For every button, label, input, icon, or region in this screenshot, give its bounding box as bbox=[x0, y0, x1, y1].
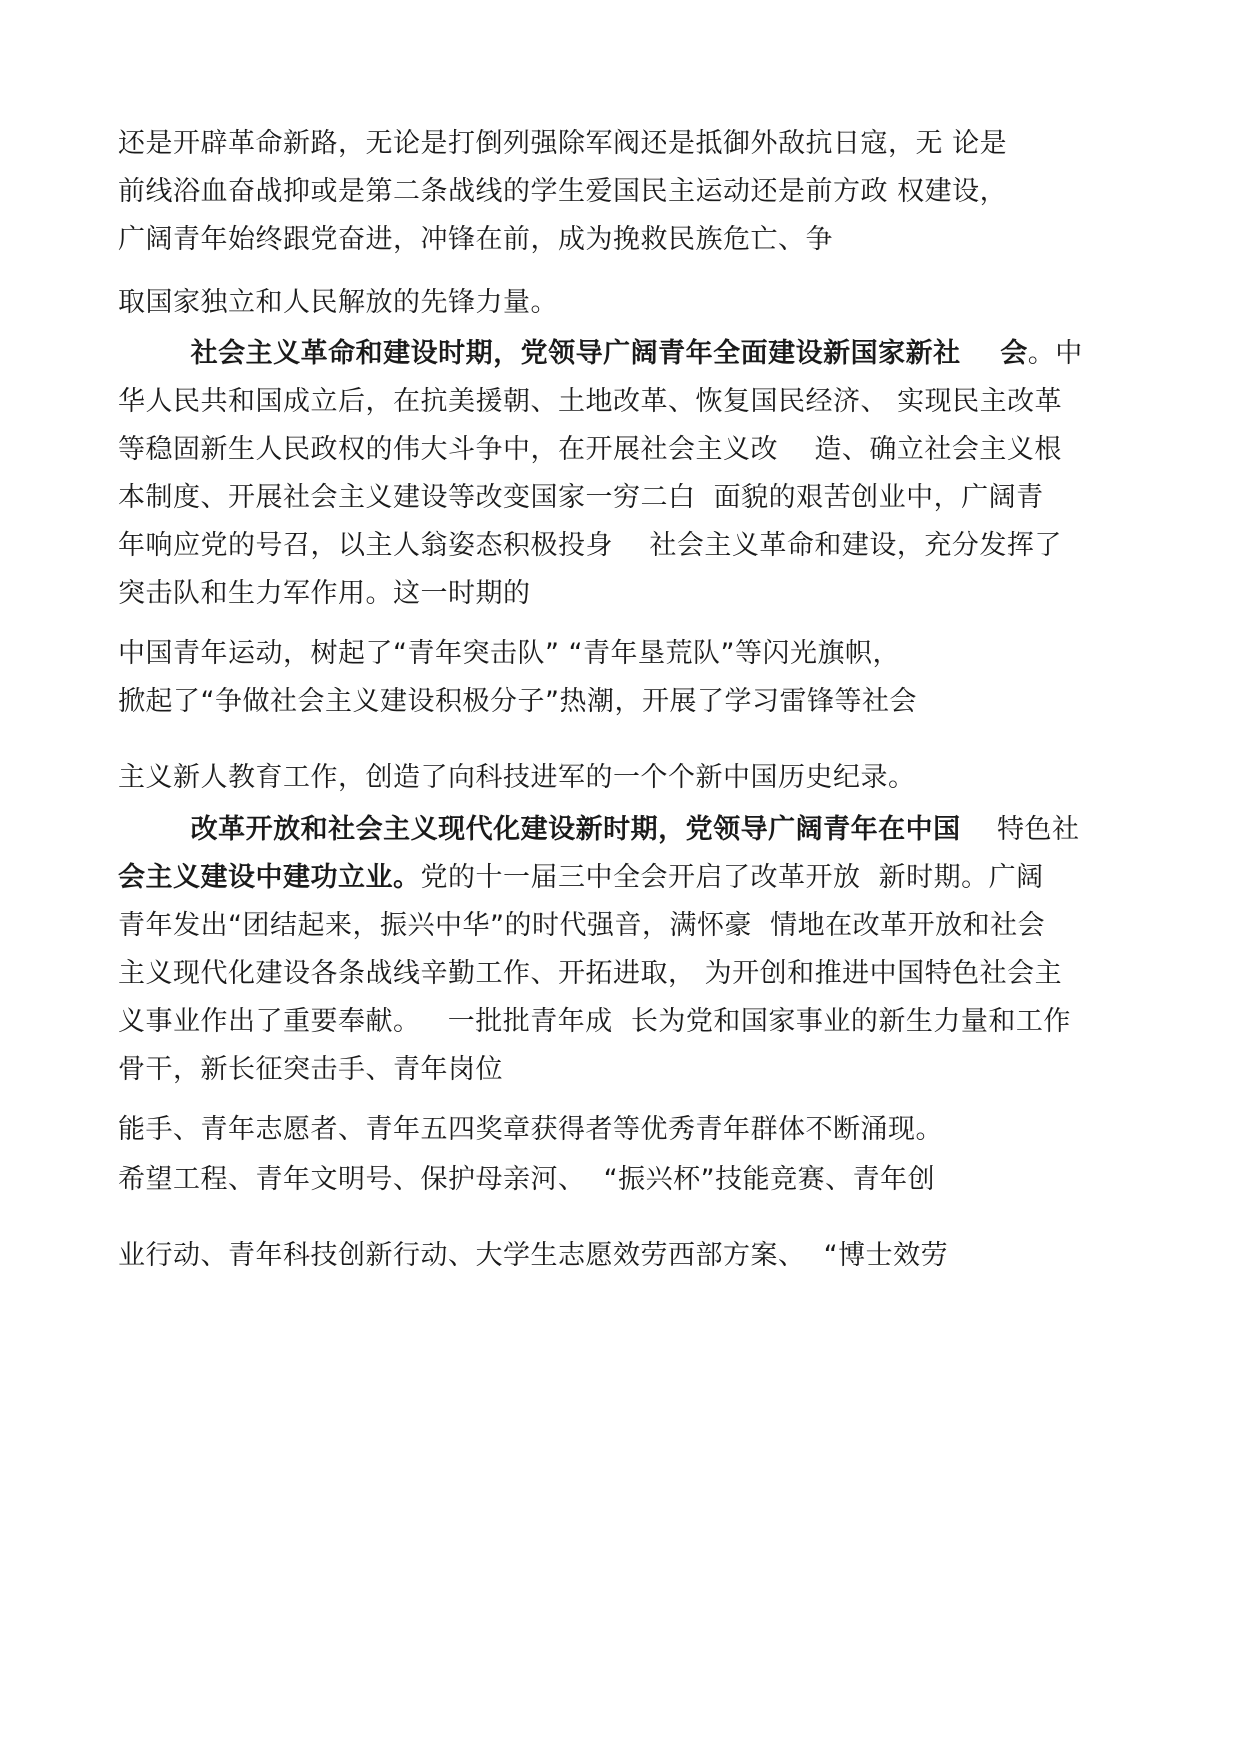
text-line bbox=[118, 760, 1128, 796]
text-line bbox=[118, 384, 1128, 420]
paragraph-text: 党的十一届三中全会开启了改革开放 新时期。广阔 bbox=[420, 862, 1044, 893]
text-line bbox=[118, 1162, 1128, 1198]
paragraph-text: 主义新人教育工作，创造了向科技进军的一个个新中国历史纪录。 bbox=[118, 762, 916, 793]
text-line bbox=[118, 1004, 1128, 1040]
paragraph-text: 义事业作出了重要奉献。 一批批青年成 长为党和国家事业的新生力量和工作 bbox=[118, 1006, 1071, 1037]
bold-heading-text: 社会主义革命和建设时期，党领导广阔青年全面建设新国家新社 会 bbox=[190, 338, 1028, 369]
text-line bbox=[118, 860, 1128, 896]
text-line bbox=[118, 1052, 1128, 1088]
paragraph-text: 本制度、开展社会主义建设等改变国家一穷二白 面貌的艰苦创业中，广阔青 bbox=[118, 482, 1044, 513]
bold-heading-text: 会主义建设中建功立业。 bbox=[118, 862, 421, 893]
paragraph-text: 中国青年运动，树起了“青年突击队” “青年垦荒队”等闪光旗帜， bbox=[118, 638, 901, 669]
paragraph-text: 等稳固新生人民政权的伟大斗争中，在开展社会主义改 造、确立社会主义根 bbox=[118, 434, 1062, 465]
text-line bbox=[118, 1112, 1128, 1148]
text-line bbox=[118, 956, 1128, 992]
text-line bbox=[118, 174, 1128, 210]
text-line bbox=[118, 684, 1128, 720]
text-line bbox=[118, 480, 1128, 516]
text-line bbox=[118, 285, 1128, 321]
text-line bbox=[118, 528, 1128, 564]
paragraph-text: 主义现代化建设各条战线辛勤工作、开拓进取， 为开创和推进中国特色社会主 bbox=[118, 958, 1063, 989]
text-line bbox=[118, 126, 1128, 162]
paragraph-text: 特色社 bbox=[960, 814, 1080, 845]
paragraph-text: 突击队和生力军作用。这一时期的 bbox=[118, 578, 531, 609]
bold-heading-text: 改革开放和社会主义现代化建设新时期，党领导广阔青年在中国 bbox=[190, 814, 961, 845]
paragraph-text: 骨干，新长征突击手、青年岗位 bbox=[118, 1054, 503, 1085]
text-line bbox=[118, 636, 1128, 672]
text-line bbox=[118, 908, 1128, 944]
text-line bbox=[118, 576, 1128, 612]
paragraph-text: 还是开辟革命新路，无论是打倒列强除军阀还是抵御外敌抗日寇，无 论是 bbox=[118, 128, 1008, 159]
text-line bbox=[118, 1238, 1128, 1274]
paragraph-text: 业行动、青年科技创新行动、大学生志愿效劳西部方案、 “博士效劳 bbox=[118, 1240, 949, 1271]
text-line bbox=[118, 222, 1128, 258]
paragraph-text: 广阔青年始终跟党奋进，冲锋在前，成为挽救民族危亡、争 bbox=[118, 224, 833, 255]
text-line bbox=[118, 336, 1128, 372]
text-line bbox=[118, 432, 1128, 468]
paragraph-text: 年响应党的号召，以主人翁姿态积极投身 社会主义革命和建设，充分发挥了 bbox=[118, 530, 1062, 561]
text-line bbox=[118, 812, 1128, 848]
paragraph-text bbox=[118, 338, 191, 369]
paragraph-text: 前线浴血奋战抑或是第二条战线的学生爱国民主运动还是前方政 权建设， bbox=[118, 176, 1008, 207]
paragraph-text: 希望工程、青年文明号、保护母亲河、 “振兴杯”技能竞赛、青年创 bbox=[118, 1164, 936, 1195]
paragraph-text: 华人民共和国成立后，在抗美援朝、土地改革、恢复国民经济、 实现民主改革 bbox=[118, 386, 1063, 417]
paragraph-text bbox=[118, 814, 191, 845]
paragraph-text: 青年发出“团结起来，振兴中华”的时代强音，满怀豪 情地在改革开放和社会 bbox=[118, 910, 1046, 941]
paragraph-text: 。中 bbox=[1027, 338, 1083, 369]
paragraph-text: 掀起了“争做社会主义建设积极分子”热潮，开展了学习雷锋等社会 bbox=[118, 686, 917, 717]
paragraph-text: 能手、青年志愿者、青年五四奖章获得者等优秀青年群体不断涌现。 bbox=[118, 1114, 943, 1145]
paragraph-text: 取国家独立和人民解放的先锋力量。 bbox=[118, 287, 558, 318]
